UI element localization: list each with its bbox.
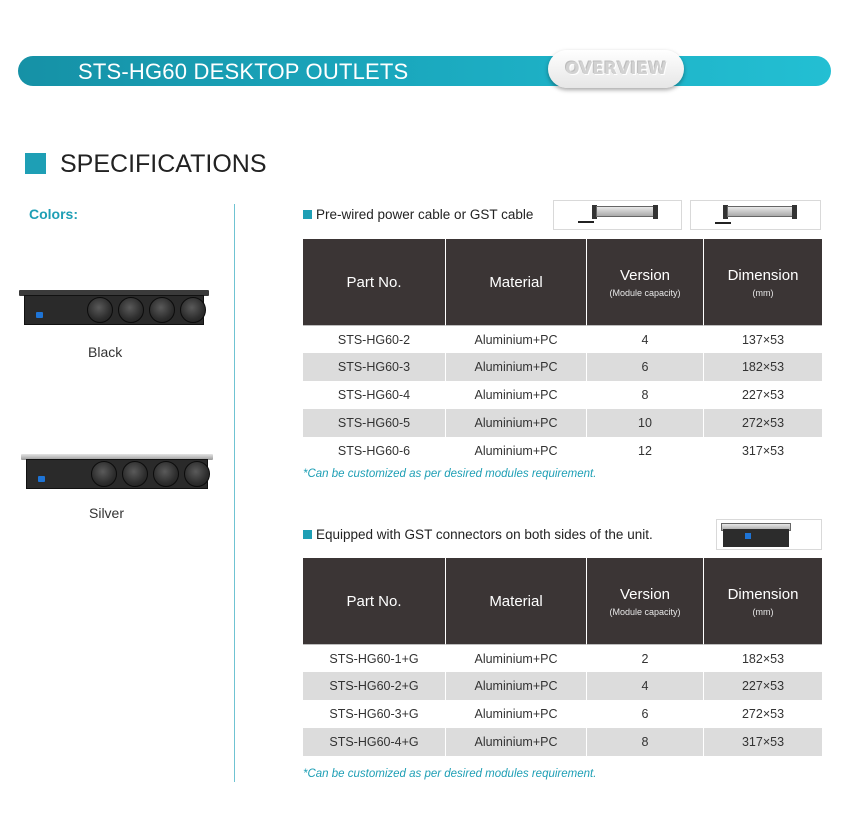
cell-part-no: STS-HG60-4+G: [303, 728, 446, 756]
cell-part-no: STS-HG60-3: [303, 353, 446, 381]
table-row: [303, 353, 822, 381]
color-label-silver: Silver: [89, 505, 125, 521]
socket-icon: [153, 461, 179, 487]
cell-version: 12: [587, 437, 704, 465]
cell-part-no: STS-HG60-2+G: [303, 672, 446, 700]
cell-dimension: 317×53: [704, 728, 822, 756]
cell-material: Aluminium+PC: [446, 728, 587, 756]
cell-version: 4: [587, 672, 704, 700]
table-row: [303, 325, 822, 353]
table-header-row: [303, 239, 822, 325]
cell-version: 10: [587, 409, 704, 437]
cable-thumbnail: [553, 200, 682, 230]
socket-icon: [118, 297, 144, 323]
cell-material: Aluminium+PC: [446, 381, 587, 409]
overview-button[interactable]: OVERVIEW: [548, 50, 684, 88]
cell-part-no: STS-HG60-3+G: [303, 700, 446, 728]
colors-label: Colors:: [29, 206, 78, 222]
gst-unit-thumbnail: [716, 519, 822, 550]
usb-port-icon: [36, 312, 43, 318]
header-version: Version (Module capacity): [587, 558, 704, 644]
header-material: Material: [446, 558, 587, 644]
cell-dimension: 137×53: [704, 325, 822, 353]
cell-dimension: 227×53: [704, 672, 822, 700]
table-row: [303, 381, 822, 409]
socket-icon: [149, 297, 175, 323]
cell-material: Aluminium+PC: [446, 672, 587, 700]
cell-version: 6: [587, 700, 704, 728]
socket-icon: [122, 461, 148, 487]
cell-material: Aluminium+PC: [446, 353, 587, 381]
cell-dimension: 227×53: [741, 388, 785, 402]
customization-note-1: *Can be customized as per desired modules requirement.: [303, 468, 597, 480]
usb-port-icon: [38, 476, 45, 482]
cell-material: Aluminium+PC: [446, 325, 587, 353]
header-dimension: Dimension (mm): [704, 558, 822, 644]
cell-version: 8: [587, 728, 704, 756]
cell-material: Aluminium+PC: [446, 409, 587, 437]
cell-part-no: STS-HG60-4: [303, 381, 446, 409]
table1-caption: [303, 207, 533, 222]
spec-table-2: [303, 558, 822, 756]
socket-icon: [87, 297, 113, 323]
table-row: [303, 644, 822, 672]
cell-part-no: STS-HG60-5: [303, 409, 446, 437]
table-row: [303, 672, 822, 700]
cell-version: 6: [587, 353, 704, 381]
cell-part-no: STS-HG60-6: [303, 437, 446, 465]
socket-icon: [180, 297, 206, 323]
cell-part-no: STS-HG60-2: [303, 325, 446, 353]
square-bullet-icon: [303, 530, 312, 539]
cell-dimension: 272×53: [704, 409, 822, 437]
table-row: [303, 409, 822, 437]
table-row: [303, 437, 822, 465]
cell-version: 4: [587, 325, 704, 353]
cell-material: Aluminium+PC: [446, 644, 587, 672]
cell-material: Aluminium+PC: [446, 700, 587, 728]
table-row: [303, 728, 822, 756]
square-bullet-icon: [303, 210, 312, 219]
header-part-no: Part No.: [303, 239, 446, 325]
section-title: SPECIFICATIONS: [60, 150, 267, 178]
header-version: Version (Module capacity): [587, 239, 704, 325]
product-image-silver: [21, 454, 213, 494]
socket-icon: [184, 461, 210, 487]
table-header-row: [303, 558, 822, 644]
table2-caption-text: Equipped with GST connectors on both sides of the unit.: [316, 527, 653, 542]
header-material: Material: [446, 239, 587, 325]
cell-dimension: 182×53: [704, 644, 822, 672]
cell-version: 8: [587, 381, 704, 409]
table2-caption: [303, 527, 653, 542]
gst-cable-thumbnail: [690, 200, 821, 230]
color-label-black: Black: [88, 344, 123, 360]
cell-dimension: 317×53: [741, 444, 785, 458]
cell-material: Aluminium+PC: [446, 437, 587, 465]
product-image-black: [19, 290, 209, 330]
header-dimension: Dimension (mm): [704, 239, 822, 325]
table-row: [303, 700, 822, 728]
table1-caption-text: Pre-wired power cable or GST cable: [316, 207, 534, 222]
socket-icon: [91, 461, 117, 487]
spec-table-1: [303, 239, 822, 465]
cell-dimension: 272×53: [741, 707, 785, 721]
square-bullet-icon: [25, 153, 46, 174]
cell-dimension: 182×53: [704, 353, 822, 381]
customization-note-2: *Can be customized as per desired modules requirement.: [303, 768, 597, 780]
header-part-no: Part No.: [303, 558, 446, 644]
cell-part-no: STS-HG60-1+G: [303, 644, 446, 672]
cell-version: 2: [587, 644, 704, 672]
banner-title: STS-HG60 DESKTOP OUTLETS: [78, 59, 409, 84]
column-divider: [234, 204, 235, 782]
